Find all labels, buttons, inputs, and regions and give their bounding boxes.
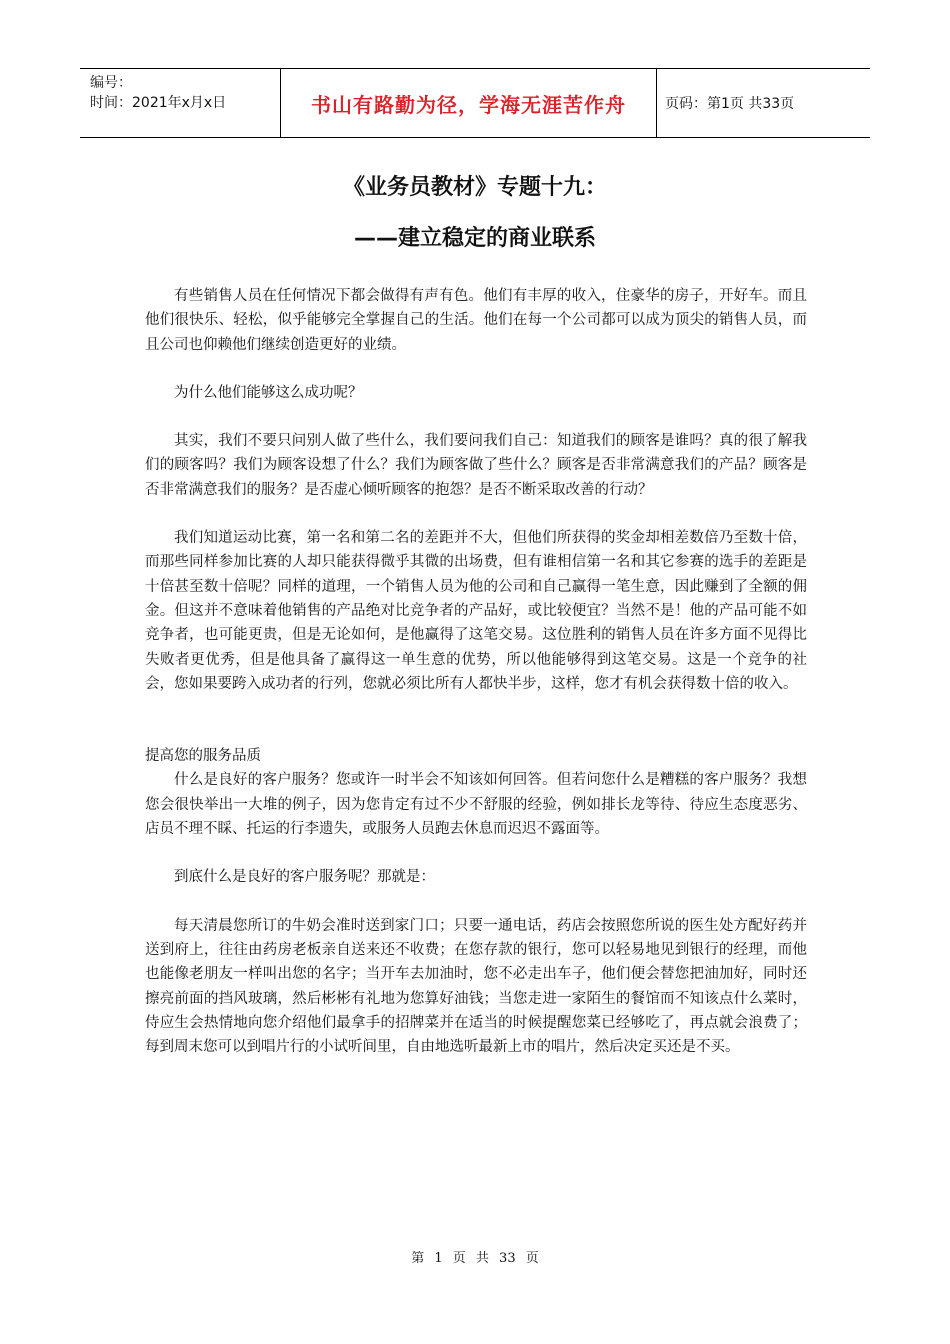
header-table bbox=[80, 68, 870, 138]
section-heading: 提高您的服务品质 bbox=[145, 748, 261, 765]
paragraph: 其实，我们不要只问别人做了些什么，我们要问我们自己：知道我们的顾客是谁吗？真的很了解我们的顾客吗？我们为顾客设想了什么？我们为顾客做了些什么？顾客是否非常满意我们的产品？顾客是否非常满意我们的服务？是否虚心倾听顾客的抱怨？是否不断采取改善的行动？ bbox=[145, 433, 807, 498]
header-motto: 书山有路勤为径，学海无涯苦作舟 bbox=[311, 92, 626, 117]
doc-title: 《业务员教材》专题十九： bbox=[342, 175, 607, 200]
paragraph: 我们知道运动比赛，第一名和第二名的差距并不大，但他们所获得的奖金却相差数倍乃至数十倍，而那些同样参加比赛的人却只能获得微乎其微的出场费，但有谁相信第一名和其它参赛的选手的差距是十倍甚至数十倍呢？同样的道理，一个销售人员为他的公司和自己赢得一笔生意，因此赚到了全额的佣金。但这并不意味着他销售的产品绝对比竞争者的产品好，或比较便宜？当然不是！他的产品可能不如竞争者，也可能更贵，但是无论如何，是他赢得了这笔交易。这位胜利的销售人员在许多方面不见得比失败者更优秀，但是他具备了赢得这一单生意的优势，所以他能够得到这笔交易。这是一个竞争的社会，您如果要跨入成功者的行列，您就必须比所有人都快半步，这样，您才有机会获得数十倍的收入。 bbox=[145, 530, 807, 692]
paragraph: 到底什么是良好的客户服务呢？那就是： bbox=[174, 869, 435, 886]
paragraph: 每天清晨您所订的牛奶会准时送到家门口；只要一通电话，药店会按照您所说的医生处方配好药并送到府上，往往由药房老板亲自送来还不收费；在您存款的银行，您可以轻易地见到银行的经理，而他也能像老朋友一样叫出您的名字；当开车去加油时，您不必走出车子，他们便会替您把油加好，同时还擦亮前面的挡风玻璃，然后彬彬有礼地为您算好油钱；当您走进一家陌生的餐馆而不知该点什么菜时，侍应生会热情地向您介绍他们最拿手的招牌菜并在适当的时候提醒您菜已经够吃了，再点就会浪费了；每到周末您可以到唱片行的小试听间里，自由地选听最新上市的唱片，然后决定买还是不买。 bbox=[145, 917, 807, 1056]
doc-subtitle: ——建立稳定的商业联系 bbox=[353, 226, 596, 251]
paragraph: 什么是良好的客户服务？您或许一时半会不知该如何回答。但若问您什么是糟糕的客户服务？我想您会很快举出一大堆的例子，因为您肯定有过不少不舒服的经验，例如排长龙等待、待应生态度恶劣、店员不理不睬、托运的行李遗失，或服务人员跑去休息而迟迟不露面等。 bbox=[145, 772, 807, 838]
header-page-info: 页码：第1页 共33页 bbox=[665, 96, 795, 112]
time-label: 时间：2021年x月x日 bbox=[90, 95, 227, 111]
page-footer: 第 1 页 共 33 页 bbox=[411, 1251, 539, 1266]
paragraph: 为什么他们能够这么成功呢？ bbox=[174, 384, 363, 401]
header-meta bbox=[80, 69, 281, 137]
paragraph: 有些销售人员在任何情况下都会做得有声有色。他们有丰厚的收入，住豪华的房子，开好车。而且他们很快乐、轻松，似乎能够完全掌握自己的生活。他们在每一个公司都可以成为顶尖的销售人员，而且公司也仰赖他们继续创造更好的业绩。 bbox=[145, 288, 807, 353]
header-motto-cell bbox=[281, 69, 657, 137]
number-label: 编号： bbox=[90, 75, 132, 91]
document-body bbox=[145, 284, 807, 1059]
